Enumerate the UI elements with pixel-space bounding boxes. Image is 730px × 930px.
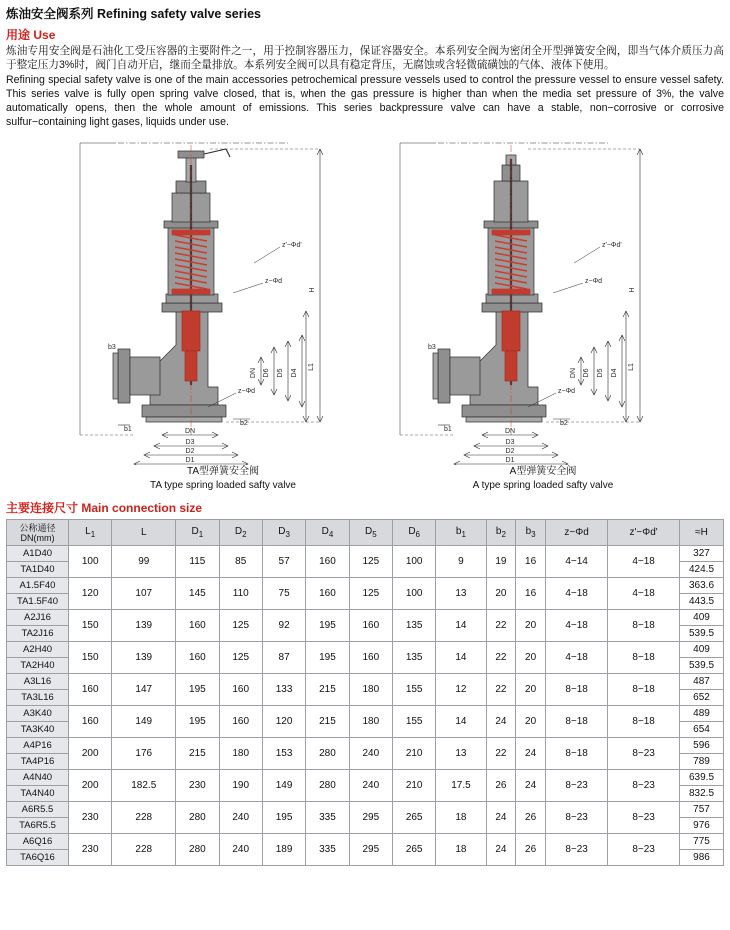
cell-b2: 24: [486, 802, 516, 834]
col-b2-sub: 2: [501, 530, 506, 540]
cell-model: A3K40: [7, 706, 69, 722]
cell-b1: 18: [436, 802, 486, 834]
table-row: [7, 546, 724, 562]
cell-D5: 295: [349, 802, 392, 834]
cell-zd: 8−23: [545, 802, 607, 834]
cell-zd: 8−23: [545, 834, 607, 866]
cell-D2: 125: [219, 610, 262, 642]
svg-text:z'−Φd': z'−Φd': [282, 242, 302, 250]
svg-text:z−Φd: z−Φd: [585, 278, 603, 286]
cell-D1: 145: [176, 578, 219, 610]
cell-D5: 240: [349, 738, 392, 770]
cell-D1: 160: [176, 642, 219, 674]
col-b1-sub: 1: [461, 530, 466, 540]
cell-b1: 18: [436, 834, 486, 866]
cell-model: A1.5F40: [7, 578, 69, 594]
cell-D6: 210: [392, 738, 435, 770]
cell-D3: 92: [262, 610, 305, 642]
cell-model: TA3L16: [7, 690, 69, 706]
cell-b1: 14: [436, 642, 486, 674]
cell-D4: 195: [306, 642, 349, 674]
cell-L: 182.5: [112, 770, 176, 802]
cell-H: 757: [680, 802, 724, 818]
cell-H: 443.5: [680, 594, 724, 610]
cell-H: 489: [680, 706, 724, 722]
cell-L: 176: [112, 738, 176, 770]
cell-H: 539.5: [680, 626, 724, 642]
cell-model: A3L16: [7, 674, 69, 690]
a-type-caption-en: A type spring loaded safty valve: [472, 479, 614, 491]
cell-L1: 150: [69, 610, 112, 642]
cell-zd2: 8−18: [608, 642, 680, 674]
cell-H: 654: [680, 722, 724, 738]
cell-model: A4P16: [7, 738, 69, 754]
cell-D6: 100: [392, 578, 435, 610]
cell-H: 789: [680, 754, 724, 770]
cell-D4: 215: [306, 674, 349, 706]
cell-D5: 180: [349, 674, 392, 706]
cell-zd2: 8−18: [608, 706, 680, 738]
cell-b3: 20: [516, 674, 546, 706]
cell-model: TA1D40: [7, 562, 69, 578]
svg-text:z−Φd: z−Φd: [558, 388, 576, 396]
cell-D2: 180: [219, 738, 262, 770]
table-row: [7, 642, 724, 658]
cell-b2: 26: [486, 770, 516, 802]
cell-D1: 280: [176, 834, 219, 866]
svg-text:L1: L1: [628, 363, 635, 372]
svg-text:H: H: [629, 287, 636, 293]
cell-zd: 8−18: [545, 674, 607, 706]
svg-text:z−Φd: z−Φd: [265, 278, 283, 286]
cell-b1: 17.5: [436, 770, 486, 802]
svg-text:D5: D5: [277, 368, 284, 378]
col-d4-base: D: [321, 526, 329, 538]
svg-text:b3: b3: [428, 344, 436, 352]
cell-H: 639.5: [680, 770, 724, 786]
a-type-caption: [378, 465, 708, 492]
svg-text:b1: b1: [444, 426, 452, 434]
cell-D2: 125: [219, 642, 262, 674]
cell-L: 147: [112, 674, 176, 706]
cell-b2: 24: [486, 834, 516, 866]
cell-model: A2J16: [7, 610, 69, 626]
cell-D5: 160: [349, 642, 392, 674]
cell-D6: 135: [392, 642, 435, 674]
col-d2-base: D: [234, 526, 243, 538]
cell-b3: 24: [516, 738, 546, 770]
cell-D4: 215: [306, 706, 349, 738]
cell-model: A6Q16: [7, 834, 69, 850]
cell-zd: 8−18: [545, 706, 607, 738]
column-header-D3: [262, 520, 305, 546]
cell-H: 409: [680, 642, 724, 658]
cell-D5: 240: [349, 770, 392, 802]
cell-zd2: 8−23: [608, 802, 680, 834]
svg-text:DN: DN: [504, 428, 516, 436]
cell-H: 596: [680, 738, 724, 754]
col-d3-sub: 3: [285, 530, 290, 540]
cell-model: TA2J16: [7, 626, 69, 642]
cell-b2: 20: [486, 578, 516, 610]
cell-b2: 22: [486, 674, 516, 706]
col-d3-base: D: [278, 526, 286, 538]
col-b3-base: b: [525, 526, 532, 538]
cell-D4: 160: [306, 546, 349, 578]
cell-L: 139: [112, 642, 176, 674]
cell-D5: 295: [349, 834, 392, 866]
col-d4-sub: 4: [328, 530, 334, 540]
col-d6-base: D: [408, 526, 416, 538]
cell-L1: 200: [69, 738, 112, 770]
cell-D3: 57: [262, 546, 305, 578]
table-row: [7, 610, 724, 626]
cell-zd2: 4−18: [608, 546, 680, 578]
svg-text:D3: D3: [505, 439, 515, 447]
table-header-row: [7, 520, 724, 546]
cell-b1: 14: [436, 610, 486, 642]
page-title-en: Refining safety valve series: [97, 7, 261, 21]
cell-zd: 4−14: [545, 546, 607, 578]
table-heading-cn: 主要连接尺寸: [6, 501, 79, 516]
cell-D1: 230: [176, 770, 219, 802]
cell-model: A2H40: [7, 642, 69, 658]
cell-H: 976: [680, 818, 724, 834]
cell-model: TA6R5.5: [7, 818, 69, 834]
cell-D2: 85: [219, 546, 262, 578]
cell-model: TA2H40: [7, 658, 69, 674]
column-header-dn-en: DN(mm): [20, 532, 55, 543]
section-heading-main-connection-size: [0, 495, 730, 519]
col-b2-base: b: [495, 526, 502, 538]
cell-D2: 160: [219, 674, 262, 706]
a-type-drawing: [378, 135, 708, 465]
cell-D3: 133: [262, 674, 305, 706]
cell-zd2: 8−18: [608, 610, 680, 642]
ta-type-caption-en: TA type spring loaded safty valve: [149, 479, 296, 491]
cell-zd2: 4−18: [608, 578, 680, 610]
cell-b2: 22: [486, 610, 516, 642]
col-b1-base: b: [455, 526, 462, 538]
section-heading-use-cn: 用途: [6, 28, 31, 42]
cell-b2: 19: [486, 546, 516, 578]
svg-text:D2: D2: [505, 448, 515, 456]
cell-L1: 230: [69, 802, 112, 834]
svg-text:DN: DN: [570, 368, 577, 379]
cell-b3: 16: [516, 578, 546, 610]
main-connection-size-table: [6, 519, 724, 866]
cell-D1: 160: [176, 610, 219, 642]
cell-D2: 190: [219, 770, 262, 802]
cell-model: A4N40: [7, 770, 69, 786]
cell-b1: 13: [436, 738, 486, 770]
cell-D6: 210: [392, 770, 435, 802]
cell-H: 363.6: [680, 578, 724, 594]
cell-D1: 215: [176, 738, 219, 770]
cell-model: TA6Q16: [7, 850, 69, 866]
cell-L: 139: [112, 610, 176, 642]
cell-H: 409: [680, 610, 724, 626]
cell-model: A6R5.5: [7, 802, 69, 818]
col-d2-sub: 2: [242, 530, 247, 540]
svg-text:DN: DN: [250, 368, 257, 379]
cell-H: 539.5: [680, 658, 724, 674]
cell-L: 149: [112, 706, 176, 738]
col-d5-sub: 5: [372, 530, 377, 540]
cell-model: TA4P16: [7, 754, 69, 770]
column-header-b2: [486, 520, 516, 546]
svg-text:D5: D5: [597, 368, 604, 378]
col-l1-base: L: [85, 526, 91, 538]
cell-D6: 155: [392, 706, 435, 738]
column-header-b1: [436, 520, 486, 546]
cell-D2: 240: [219, 834, 262, 866]
svg-text:z−Φd: z−Φd: [238, 388, 256, 396]
cell-L1: 160: [69, 674, 112, 706]
cell-D3: 153: [262, 738, 305, 770]
cell-zd: 8−23: [545, 770, 607, 802]
cell-L1: 160: [69, 706, 112, 738]
cell-b1: 13: [436, 578, 486, 610]
column-header-H: ≈H: [680, 520, 724, 546]
table-row: [7, 706, 724, 722]
svg-text:D4: D4: [611, 368, 618, 378]
cell-zd: 4−18: [545, 610, 607, 642]
ta-type-caption: [58, 465, 388, 492]
cell-D5: 160: [349, 610, 392, 642]
cell-L1: 120: [69, 578, 112, 610]
cell-D3: 149: [262, 770, 305, 802]
cell-D3: 87: [262, 642, 305, 674]
cell-D2: 160: [219, 706, 262, 738]
cell-b3: 20: [516, 706, 546, 738]
column-header-dn: [7, 520, 69, 546]
cell-model: TA3K40: [7, 722, 69, 738]
svg-text:H: H: [309, 287, 316, 293]
cell-D5: 125: [349, 578, 392, 610]
use-paragraph-en: Refining special safety valve is one of the main accessories petrochemical pressure vessels used to control the pressure vessel to ensure vessel safety. This series valve is fully open spring valve closed, that is, when the gas pressure is higher than when the media set pressure of 3%, the valve automatically opens, then the whole amount of emissions. This series backpressure valve can have a stable, non−corrosive or corrosive sulfur−containing light gases, liquids under use.: [6, 74, 724, 129]
svg-text:D3: D3: [185, 439, 195, 447]
cell-zd: 8−18: [545, 738, 607, 770]
cell-H: 986: [680, 850, 724, 866]
a-type-caption-cn: A型弹簧安全阀: [509, 466, 577, 478]
cell-D1: 280: [176, 802, 219, 834]
svg-text:DN: DN: [184, 428, 196, 436]
table-row: [7, 738, 724, 754]
cell-D1: 195: [176, 674, 219, 706]
cell-zd: 4−18: [545, 578, 607, 610]
cell-D6: 265: [392, 834, 435, 866]
table-body: [7, 546, 724, 866]
cell-zd: 4−18: [545, 642, 607, 674]
cell-zd2: 8−18: [608, 674, 680, 706]
cell-D6: 135: [392, 610, 435, 642]
cell-H: 327: [680, 546, 724, 562]
cell-D6: 155: [392, 674, 435, 706]
cell-D4: 280: [306, 770, 349, 802]
table-row: [7, 674, 724, 690]
cell-D1: 195: [176, 706, 219, 738]
cell-D5: 180: [349, 706, 392, 738]
cell-b3: 26: [516, 834, 546, 866]
svg-text:D1: D1: [185, 457, 195, 465]
section-heading-use-en: Use: [33, 28, 56, 42]
column-header-D6: [392, 520, 435, 546]
cell-L1: 100: [69, 546, 112, 578]
ta-type-caption-cn: TA型弹簧安全阀: [186, 466, 260, 478]
column-header-D4: [306, 520, 349, 546]
cell-H: 832.5: [680, 786, 724, 802]
cell-D6: 100: [392, 546, 435, 578]
cell-b1: 12: [436, 674, 486, 706]
cell-D3: 195: [262, 802, 305, 834]
svg-text:D4: D4: [291, 368, 298, 378]
cell-b3: 24: [516, 770, 546, 802]
page-title-cn: 炼油安全阀系列: [6, 7, 94, 21]
cell-L1: 150: [69, 642, 112, 674]
cell-D4: 335: [306, 802, 349, 834]
column-header-D2: [219, 520, 262, 546]
svg-text:D1: D1: [505, 457, 515, 465]
cell-D3: 75: [262, 578, 305, 610]
col-l1-sub: 1: [90, 530, 96, 540]
column-header-D1: [176, 520, 219, 546]
svg-text:L1: L1: [308, 363, 315, 372]
cell-D2: 240: [219, 802, 262, 834]
svg-text:D2: D2: [185, 448, 195, 456]
column-header-L: L: [112, 520, 176, 546]
table-header: [7, 520, 724, 546]
cell-zd2: 8−23: [608, 834, 680, 866]
cell-D5: 125: [349, 546, 392, 578]
svg-text:b2: b2: [560, 420, 568, 428]
table-row: [7, 834, 724, 850]
col-d1-base: D: [191, 526, 199, 538]
cell-D4: 195: [306, 610, 349, 642]
cell-b3: 26: [516, 802, 546, 834]
cell-H: 652: [680, 690, 724, 706]
cell-b2: 22: [486, 738, 516, 770]
use-paragraph-cn: 炼油专用安全阀是石油化工受压容器的主要附件之一，用于控制容器压力，保证容器安全。本系列安全阀为密闭全开型弹簧安全阀，即当气体介质压力高于整定压力3%时，阀门自动开启，继而全量排放。本系列安全阀可以具有稳定背压，无腐蚀或含轻微硫磺蚀的气体、液体下使用。: [6, 45, 724, 72]
cell-D4: 335: [306, 834, 349, 866]
column-header-dn-cn: 公称通径: [19, 522, 56, 533]
cell-b2: 22: [486, 642, 516, 674]
use-paragraphs: [0, 44, 730, 129]
page-title: [0, 0, 730, 24]
cell-b1: 14: [436, 706, 486, 738]
cell-D2: 110: [219, 578, 262, 610]
cell-model: TA1.5F40: [7, 594, 69, 610]
cell-b3: 16: [516, 546, 546, 578]
svg-text:b1: b1: [124, 426, 132, 434]
cell-D4: 280: [306, 738, 349, 770]
table-heading-en: Main connection size: [81, 501, 203, 516]
cell-b1: 9: [436, 546, 486, 578]
cell-L: 99: [112, 546, 176, 578]
column-header-zd: z−Φd: [545, 520, 607, 546]
cell-L1: 200: [69, 770, 112, 802]
table-row: [7, 770, 724, 786]
cell-D6: 265: [392, 802, 435, 834]
cell-L: 228: [112, 802, 176, 834]
column-header-zd2: z'−Φd': [608, 520, 680, 546]
cell-model: TA4N40: [7, 786, 69, 802]
cell-b2: 24: [486, 706, 516, 738]
col-b3-sub: 3: [531, 530, 536, 540]
cell-H: 487: [680, 674, 724, 690]
column-header-L1: [69, 520, 112, 546]
svg-text:z'−Φd': z'−Φd': [602, 242, 622, 250]
cell-H: 775: [680, 834, 724, 850]
svg-text:D6: D6: [583, 368, 590, 378]
cell-b3: 20: [516, 642, 546, 674]
cell-D1: 115: [176, 546, 219, 578]
cell-L1: 230: [69, 834, 112, 866]
cell-b3: 20: [516, 610, 546, 642]
cell-L: 107: [112, 578, 176, 610]
cell-model: A1D40: [7, 546, 69, 562]
cell-H: 424.5: [680, 562, 724, 578]
svg-text:b3: b3: [108, 344, 116, 352]
ta-type-drawing: [58, 135, 388, 465]
cell-zd2: 8−23: [608, 770, 680, 802]
drawings-area: [0, 135, 730, 495]
column-header-D5: [349, 520, 392, 546]
col-d5-base: D: [364, 526, 373, 538]
col-d6-sub: 6: [415, 530, 420, 540]
column-header-b3: [516, 520, 546, 546]
col-d1-sub: 1: [198, 530, 204, 540]
table-row: [7, 578, 724, 594]
svg-text:D6: D6: [263, 368, 270, 378]
section-heading-use: [0, 24, 730, 44]
cell-L: 228: [112, 834, 176, 866]
svg-text:b2: b2: [240, 420, 248, 428]
cell-zd2: 8−23: [608, 738, 680, 770]
cell-D4: 160: [306, 578, 349, 610]
cell-D3: 120: [262, 706, 305, 738]
cell-D3: 189: [262, 834, 305, 866]
table-row: [7, 802, 724, 818]
